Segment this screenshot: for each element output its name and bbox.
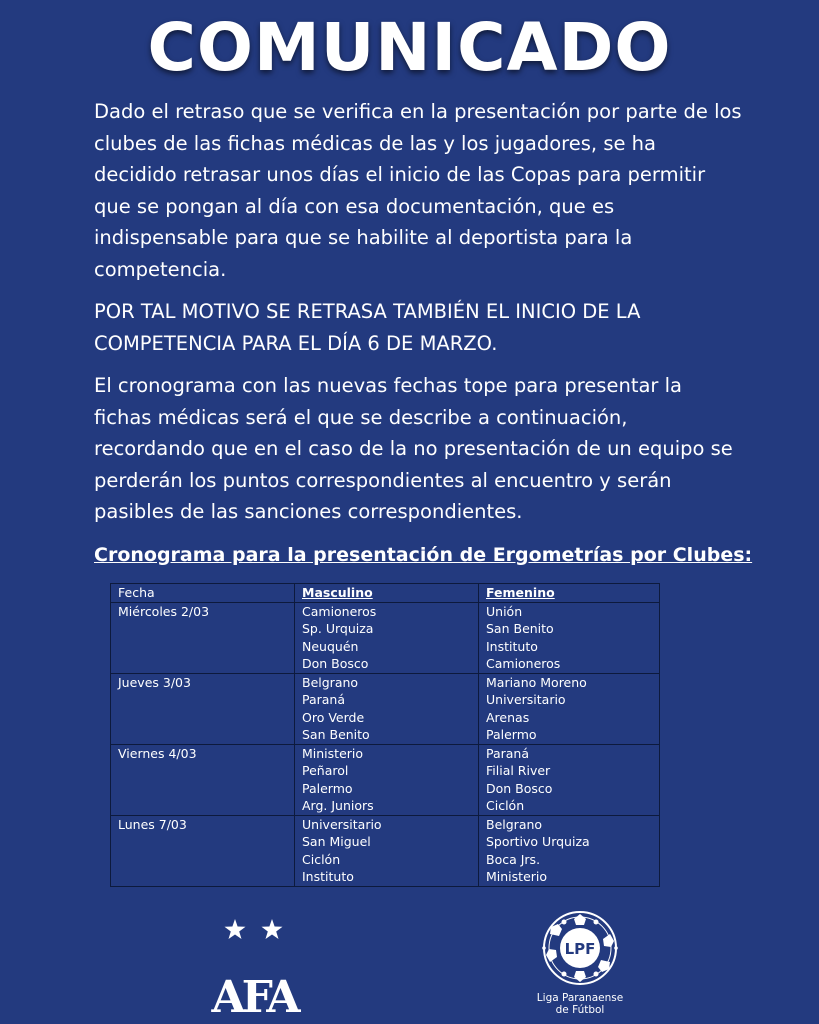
male-clubs-cell: [295, 673, 479, 744]
female-clubs-cell: [479, 602, 660, 673]
club-name: Instituto: [302, 869, 354, 884]
schedule-table: [110, 583, 660, 887]
club-name: Belgrano: [486, 816, 543, 832]
announcement-paragraph: POR TAL MOTIVO SE RETRASA TAMBIÉN EL INICIO DE LA COMPETENCIA PARA EL DÍA 6 DE MARZO.: [94, 300, 641, 355]
date-cell: Jueves 3/03: [111, 673, 295, 744]
club-name: Paraná: [302, 692, 346, 707]
lpf-logo: [530, 908, 630, 1024]
club-name: San Benito: [486, 621, 554, 636]
club-name: Camioneros: [302, 603, 377, 619]
male-clubs-cell: [295, 602, 479, 673]
header-female: Femenino: [479, 584, 660, 603]
date-cell: Miércoles 2/03: [111, 602, 295, 673]
lpf-name-line1: Liga Paranaense: [536, 992, 624, 1004]
club-name: Arenas: [486, 709, 530, 725]
header-male: Masculino: [295, 584, 479, 603]
table-row: [111, 673, 660, 744]
club-name: Universitario: [486, 692, 566, 707]
male-clubs-cell: [295, 815, 479, 886]
club-name: Ciclón: [486, 798, 525, 813]
club-name: Arg. Juniors: [302, 798, 374, 813]
club-name: Instituto: [486, 638, 538, 654]
club-name: Ciclón: [302, 851, 341, 867]
female-clubs-cell: [479, 815, 660, 886]
club-name: San Benito: [302, 727, 370, 742]
club-name: Palermo: [302, 780, 353, 796]
date-cell: Viernes 4/03: [111, 744, 295, 815]
table-row: [111, 602, 660, 673]
afa-logo-icon: [206, 912, 302, 1020]
club-name: Belgrano: [302, 674, 359, 690]
club-name: Sportivo Urquiza: [486, 834, 590, 849]
club-name: Paraná: [486, 745, 530, 761]
female-clubs-cell: [479, 744, 660, 815]
afa-logo-text: AFA: [211, 972, 297, 1020]
club-name: Don Bosco: [486, 780, 553, 796]
lpf-name-line2: de Fútbol: [555, 1004, 605, 1016]
club-name: Filial River: [486, 763, 551, 778]
table-row: [111, 815, 660, 886]
lpf-badge-text: LPF: [564, 940, 596, 958]
club-name: Unión: [486, 603, 523, 619]
club-name: San Miguel: [302, 834, 371, 849]
schedule-heading: Cronograma para la presentación de Ergometrías por Clubes:: [94, 544, 753, 566]
female-clubs-cell: [479, 673, 660, 744]
male-clubs-cell: [295, 744, 479, 815]
club-name: Camioneros: [486, 656, 561, 671]
club-name: Palermo: [486, 727, 537, 742]
schedule-intro-paragraph: El cronograma con las nuevas fechas tope para presentar la fichas médicas será el que se describe a continuación, recordando que en el caso de la no presentación de un equipo se perderán los puntos correspondientes al encuentro y serán pasibles de las sanciones correspondientes.: [94, 374, 733, 523]
club-name: Peñarol: [302, 763, 349, 778]
club-name: Ministerio: [486, 869, 548, 884]
lpf-ball-logo-icon: [530, 908, 630, 992]
intro-paragraph: Dado el retraso que se verifica en la presentación por parte de los clubes de las fichas médicas de las y los jugadores, se ha decidido retrasar unos días el inicio de las Copas para permitir que se pongan al día con esa documentación, que es indispensable para que se habilite al deportista para la competencia.: [94, 100, 742, 281]
club-name: Oro Verde: [302, 709, 365, 725]
club-name: Don Bosco: [302, 656, 369, 671]
afa-logo: [206, 912, 302, 1020]
club-name: Mariano Moreno: [486, 674, 587, 690]
club-name: Boca Jrs.: [486, 851, 541, 867]
page-title: COMUNICADO: [147, 9, 672, 86]
club-name: Neuquén: [302, 638, 359, 654]
club-name: Sp. Urquiza: [302, 621, 374, 636]
date-cell: Lunes 7/03: [111, 815, 295, 886]
table-header-row: [111, 584, 660, 603]
schedule-table-body: [111, 602, 660, 886]
club-name: Universitario: [302, 816, 382, 832]
header-date: Fecha: [111, 584, 295, 603]
table-row: [111, 744, 660, 815]
club-name: Ministerio: [302, 745, 364, 761]
